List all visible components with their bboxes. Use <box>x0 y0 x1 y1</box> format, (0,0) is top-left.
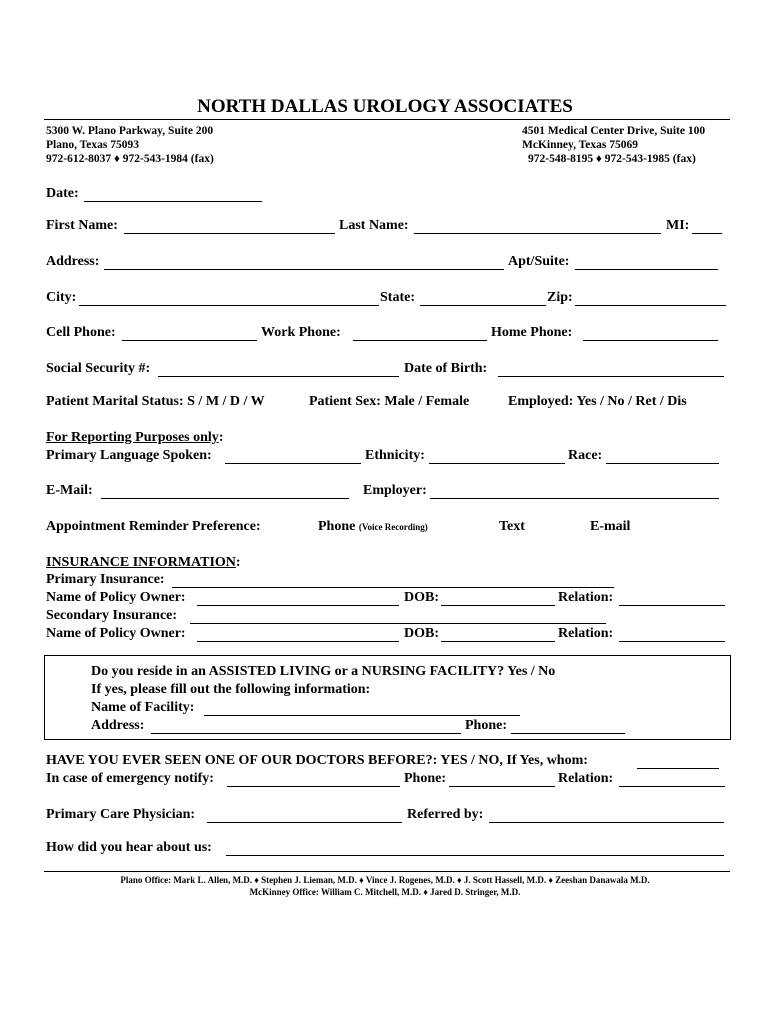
referred-by-field[interactable] <box>489 822 724 823</box>
dob-2-field[interactable] <box>441 641 555 642</box>
emergency-contact-label: In case of emergency notify: <box>46 771 214 786</box>
facility-name-label: Name of Facility: <box>91 700 195 715</box>
email-field[interactable] <box>101 498 349 499</box>
emergency-relation-label: Relation: <box>558 771 614 786</box>
apt-suite-label: Apt/Suite: <box>508 254 570 269</box>
policy-owner-1-field[interactable] <box>197 605 399 606</box>
race-field[interactable] <box>606 463 719 464</box>
cell-phone-label: Cell Phone: <box>46 325 116 340</box>
secondary-insurance-field[interactable] <box>190 623 606 624</box>
mckinney-phone-fax: 972-548-8195 ♦ 972-543-1985 (fax) <box>528 153 696 165</box>
reminder-phone-text: Phone <box>318 519 356 534</box>
mckinney-doctors: McKinney Office: William C. Mitchell, M.D. ♦ Jared D. Stringer, M.D. <box>249 887 521 897</box>
ssn-field[interactable] <box>158 376 399 377</box>
facility-address-field[interactable] <box>151 733 461 734</box>
insurance-heading <box>46 555 241 571</box>
facility-phone-field[interactable] <box>511 733 625 734</box>
emergency-relation-field[interactable] <box>619 786 725 787</box>
emergency-contact-field[interactable] <box>227 786 400 787</box>
race-label: Race: <box>568 448 603 463</box>
reminder-email-option[interactable]: E-mail <box>590 519 631 534</box>
cell-phone-field[interactable] <box>122 340 257 341</box>
reminder-text-option[interactable]: Text <box>499 519 525 534</box>
primary-insurance-field[interactable] <box>172 587 614 588</box>
mckinney-address-line1: 4501 Medical Center Drive, Suite 100 <box>522 125 706 137</box>
ssn-label: Social Security #: <box>46 361 151 376</box>
mi-label: MI: <box>666 218 690 233</box>
dob-1-field[interactable] <box>441 605 555 606</box>
voice-recording-note: (Voice Recording) <box>358 522 428 532</box>
email-label: E-Mail: <box>46 483 93 498</box>
relation-2-field[interactable] <box>619 641 725 642</box>
pcp-field[interactable] <box>207 822 402 823</box>
city-field[interactable] <box>79 305 379 306</box>
insurance-heading-colon: : <box>235 555 241 570</box>
dob-1-label: DOB: <box>404 590 439 605</box>
reporting-heading-colon: : <box>218 430 224 445</box>
reporting-heading-text: For Reporting Purposes only <box>46 430 219 445</box>
dob-label: Date of Birth: <box>404 361 488 376</box>
employer-field[interactable] <box>430 498 719 499</box>
date-label: Date: <box>46 186 79 201</box>
relation-2-label: Relation: <box>558 626 614 641</box>
referred-by-label: Referred by: <box>407 807 484 822</box>
insurance-heading-text: INSURANCE INFORMATION <box>46 555 236 570</box>
relation-1-label: Relation: <box>558 590 614 605</box>
plano-doctors: Plano Office: Mark L. Allen, M.D. ♦ Stephen J. Lieman, M.D. ♦ Vince J. Rogenes, M.D. ♦ J. Scott Hassell, M.D. ♦ Zeeshan Danawala M.D. <box>120 875 650 885</box>
last-name-label: Last Name: <box>339 218 409 233</box>
state-label: State: <box>380 290 415 305</box>
policy-owner-2-label: Name of Policy Owner: <box>46 626 186 641</box>
first-name-field[interactable] <box>124 233 335 234</box>
reminder-label: Appointment Reminder Preference: <box>46 519 261 534</box>
employed-options[interactable]: Employed: Yes / No / Ret / Dis <box>508 394 687 409</box>
employer-label: Employer: <box>363 483 427 498</box>
city-label: City: <box>46 290 77 305</box>
hear-about-us-field[interactable] <box>226 855 724 856</box>
first-name-label: First Name: <box>46 218 118 233</box>
facility-address-label: Address: <box>91 718 145 733</box>
dob-2-label: DOB: <box>404 626 439 641</box>
work-phone-field[interactable] <box>353 340 487 341</box>
primary-insurance-label: Primary Insurance: <box>46 572 165 587</box>
zip-field[interactable] <box>575 305 726 306</box>
footer-rule <box>44 871 730 872</box>
reminder-phone-option[interactable] <box>318 519 428 535</box>
language-field[interactable] <box>225 463 361 464</box>
last-name-field[interactable] <box>414 233 661 234</box>
home-phone-label: Home Phone: <box>491 325 573 340</box>
header-rule <box>44 119 730 120</box>
reporting-heading <box>46 430 223 446</box>
emergency-phone-label: Phone: <box>404 771 446 786</box>
practice-title: NORTH DALLAS UROLOGY ASSOCIATES <box>197 96 573 117</box>
language-label: Primary Language Spoken: <box>46 448 212 463</box>
mi-field[interactable] <box>692 233 722 234</box>
policy-owner-1-label: Name of Policy Owner: <box>46 590 186 605</box>
facility-phone-label: Phone: <box>465 718 507 733</box>
seen-doctor-whom-field[interactable] <box>637 768 719 769</box>
dob-field[interactable] <box>498 376 724 377</box>
policy-owner-2-field[interactable] <box>197 641 399 642</box>
zip-label: Zip: <box>547 290 573 305</box>
marital-status-options[interactable]: Patient Marital Status: S / M / D / W <box>46 394 265 409</box>
seen-doctor-question[interactable]: HAVE YOU EVER SEEN ONE OF OUR DOCTORS BEFORE?: YES / NO, If Yes, whom: <box>46 753 588 768</box>
plano-address-line1: 5300 W. Plano Parkway, Suite 200 <box>46 125 214 137</box>
emergency-phone-field[interactable] <box>449 786 555 787</box>
apt-suite-field[interactable] <box>575 269 718 270</box>
ethnicity-label: Ethnicity: <box>365 448 425 463</box>
work-phone-label: Work Phone: <box>261 325 341 340</box>
ethnicity-field[interactable] <box>429 463 565 464</box>
plano-address-line2: Plano, Texas 75093 <box>46 139 139 151</box>
hear-about-us-label: How did you hear about us: <box>46 840 212 855</box>
pcp-label: Primary Care Physician: <box>46 807 196 822</box>
mckinney-address-line2: McKinney, Texas 75069 <box>522 139 638 151</box>
state-field[interactable] <box>420 305 546 306</box>
date-field[interactable] <box>84 201 262 202</box>
home-phone-field[interactable] <box>583 340 718 341</box>
patient-sex-options[interactable]: Patient Sex: Male / Female <box>309 394 470 409</box>
plano-phone-fax: 972-612-8037 ♦ 972-543-1984 (fax) <box>46 153 214 165</box>
facility-question[interactable]: Do you reside in an ASSISTED LIVING or a NURSING FACILITY? Yes / No <box>91 664 556 679</box>
facility-name-field[interactable] <box>204 715 520 716</box>
address-label: Address: <box>46 254 100 269</box>
facility-instructions: If yes, please fill out the following information: <box>91 682 371 697</box>
secondary-insurance-label: Secondary Insurance: <box>46 608 178 623</box>
address-field[interactable] <box>104 269 504 270</box>
relation-1-field[interactable] <box>619 605 725 606</box>
